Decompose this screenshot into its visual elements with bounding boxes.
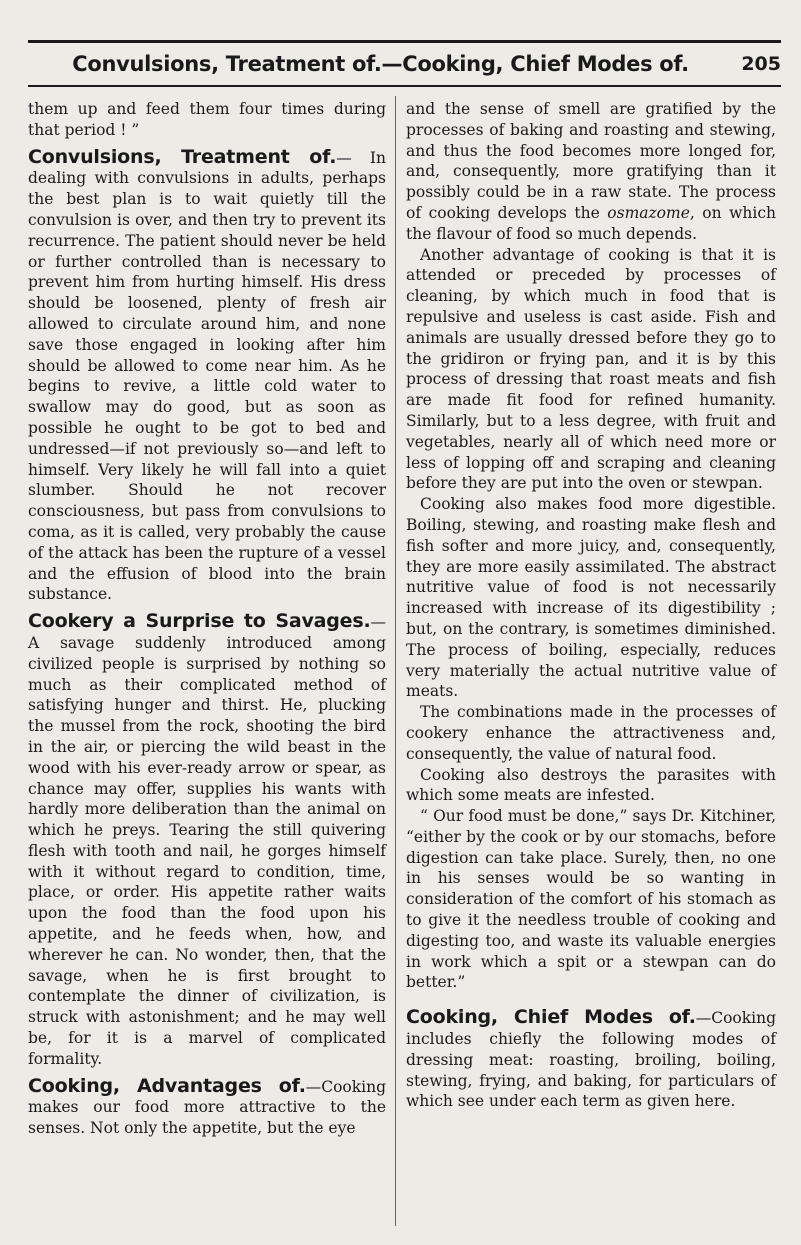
continuation-text: them up and feed them four times during that period ! ”: [28, 100, 386, 139]
entry-cooking-advantages: [28, 1076, 386, 1139]
paragraph-digestible: Cooking also makes food more digestible. Boiling, stewing, and roasting make flesh and fish softer and more juicy, and, consequently, they are more easily assimilated. The abstract nutritive value of food is not necessarily increased with increase of its digestibility ; but, on the contrary, is sometimes diminished. The process of boiling, especially, reduces very materially the actual nutritive value of meats.: [406, 495, 776, 701]
entry-cookery-surprise: [28, 611, 386, 1070]
entry-body: — A savage suddenly introduced among civilized people is surprised by nothing so much as their complicated method of satisfying hunger and thirst. He, plucking the mussel from the rock, shooting the bird in the air, or piercing the wild beast in the wood with his ever-ready arrow or spear, as chance may offer, supplies his wants with hardly more deliberation than the animal on which he preys. Tearing the still quivering flesh with tooth and nail, he gorges himself with it without regard to condition, time, place, or order. His appetite rather waits upon the food than the food upon his appetite, and he feeds when, how, and wherever he can. No wonder, then, that the savage, when he is first brought to contemplate the dinner of civilization, is struck with astonishment; and he may well be, for it is a marvel of complicated formality.: [28, 613, 386, 1068]
paragraph-text: and the sense of smell are gratified by the processes of baking and roasting and stewing, and thus the food becomes more longed for, and, consequently, more gratifying than it possibly could be in a raw state. The process of cooking develops the: [406, 100, 776, 222]
entry-headword: Convulsions, Treatment of.: [28, 145, 337, 168]
entry-headword: Cookery a Surprise to Savages.: [28, 610, 371, 633]
paragraph-combinations: The combinations made in the processes of cookery enhance the attractiveness and, consequently, the value of natural food.: [406, 703, 776, 763]
header-rule: [28, 85, 781, 87]
page-number: 205: [741, 53, 781, 75]
paragraph-text: , on which the flavour of food so much depends.: [406, 203, 777, 243]
column-divider: [395, 96, 396, 1226]
entry-body: —Cooking makes our food more attractive to the senses. Not only the appetite, but the eye: [28, 1077, 386, 1138]
paragraph-kitchiner-quote: “ Our food must be done,” says Dr. Kitchiner, “either by the cook or by our stomachs, before digestion can take place. Surely, then, no one in his senses would be so wanting in consideration of the comfort of his stomach as to give it the needless trouble of cooking and digesting too, and waste its valuable energies in work which a spit or a stewpan can do better.”: [406, 807, 776, 992]
paragraph-senses: [406, 99, 776, 245]
entry-body: —Cooking includes chiefly the following modes of dressing meat: roasting, broiling, boiling, stewing, frying, and baking, for particulars of which see under each term as given here.: [406, 1009, 776, 1111]
entry-cooking-modes: [406, 1007, 776, 1112]
left-column: [28, 99, 386, 1139]
italic-term: osmazome: [607, 203, 690, 222]
top-rule: [28, 40, 781, 43]
right-column: [406, 99, 776, 1112]
entry-headword: Cooking, Chief Modes of.: [406, 1006, 696, 1029]
entry-body: — In dealing with convulsions in adults, perhaps the best plan is to wait quietly till the convulsion is over, and then try to prevent its recurrence. The patient should never be held or further controlled than is necessary to prevent him from hurting himself. His dress should be loosened, plenty of fresh air allowed to circulate around him, and none save those engaged in looking after him should be allowed to come near him. As he begins to revive, a little cold water to swallow may do good, but as soon as possible he ought to be got to bed and undressed—if not previously so—and left to himself. Very likely he will fall into a quiet slumber. Should he not recover consciousness, but pass from convulsions to coma, as it is called, very probably the cause of the attack has been the rupture of a vessel and the effusion of blood into the brain substance.: [28, 148, 386, 604]
paragraph-cleaning: Another advantage of cooking is that it is attended or preceded by processes of cleaning, by which much in food that is repulsive and useless is cast aside. Fish and animals are usually dressed before they go to the gridiron or frying pan, and it is by this process of dressing that roast meats and fish are made fit food for refined humanity. Similarly, but to a less degree, with fruit and vegetables, nearly all of which need more or less of lopping off and scraping and cleaning before they are put into the oven or stewpan.: [406, 245, 776, 493]
paragraph-parasites: Cooking also destroys the parasites with which some meats are infested.: [406, 765, 776, 805]
page-header: [28, 47, 781, 87]
running-head: Convulsions, Treatment of.—Cooking, Chief Modes of.: [72, 52, 689, 76]
entry-convulsions-treatment: [28, 147, 386, 606]
entry-headword: Cooking, Advantages of.: [28, 1074, 306, 1097]
